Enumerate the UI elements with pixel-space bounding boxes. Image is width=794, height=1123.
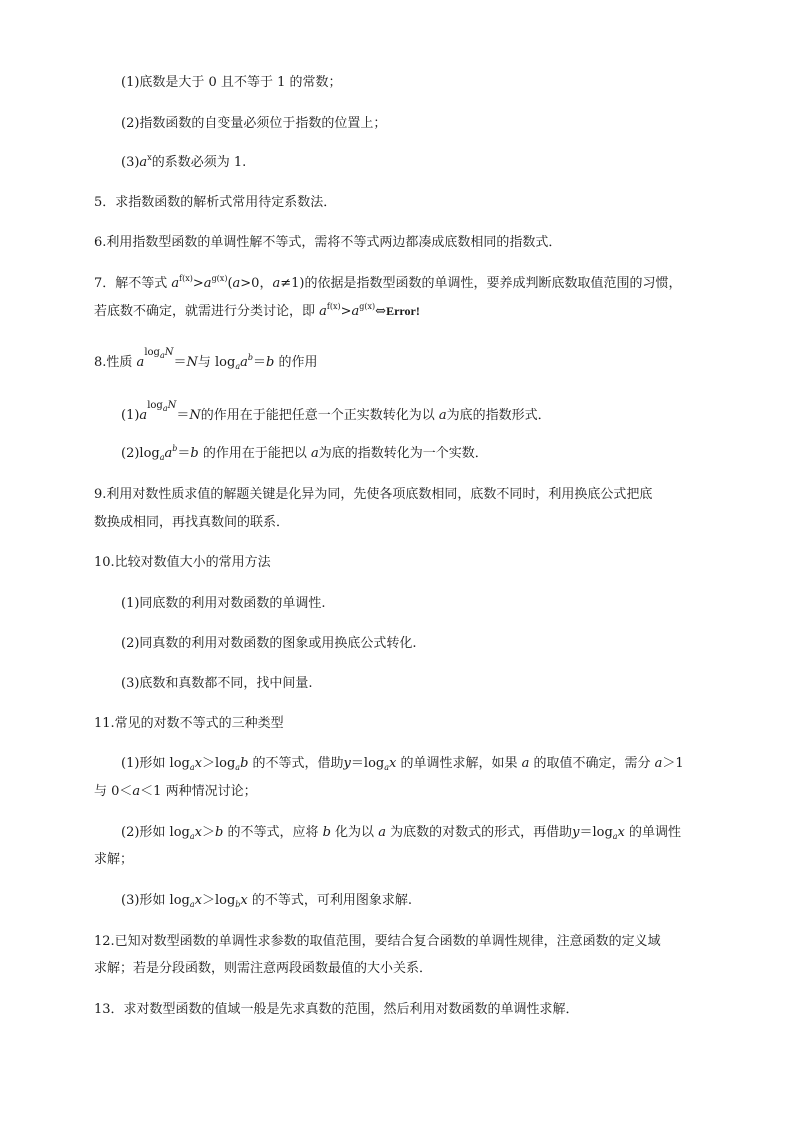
item-10-3: (3)底数和真数都不同，找中间量. [121,676,313,691]
item-7-line-1: 7．解不等式 $a^{f(x)}>a^{g(x)}(a>0$，a≠1)的依据是指数型函数的单调性，要养成判断底数取值范围的习惯， [94,274,682,291]
item-8-1: $(1)a^{log_aN}=N$的作用在于能把任意一个正实数转化为以 a为底的指数形式． [121,400,551,423]
item-12-line-2: 求解；若是分段函数，则需注意两段函数最值的大小关系． [94,961,433,976]
item-7-line-2: 若底数不确定，就需进行分类讨论，即 $a^{f(x)}>a^{g(x)}\Leftrightarrow Error$! [94,302,420,319]
item-1-2: (2)指数函数的自变量必须位于指数的位置上； [121,116,387,131]
item-10-2: (2)同真数的利用对数函数的图象或用换底公式转化. [121,636,417,651]
item-1-1: (1)底数是大于 0 且不等于 1 的常数； [121,75,342,90]
item-11-1-line-2: 与 0＜a＜1 两种情况讨论； [94,784,257,799]
item-10: 10.比较对数值大小的常用方法 [94,555,271,570]
item-8-2: $(2)\log_aa^b=b$ 的作用在于能把以 a为底的指数转化为一个实数． [121,444,488,462]
item-1-3: $(3)a^x$的系数必须为 1. [121,153,247,170]
item-11-2-line-2: 求解； [94,852,134,867]
item-10-1: (1)同底数的利用对数函数的单调性. [121,596,326,611]
item-9-line-1: 9.利用对数性质求值的解题关键是化异为同，先使各项底数相同，底数不同时，利用换底公式把底 [94,487,653,502]
item-9-line-2: 数换成相同，再找真数间的联系． [94,515,290,530]
item-11-1-line-1: (1)形如 $\log_ax>\log_ab$ 的不等式，借助$y=\log_ax$ 的单调性求解，如果 a 的取值不确定，需分 a＞1 [121,756,684,772]
item-5: 5．求指数函数的解析式常用待定系数法． [94,195,337,210]
item-11-3: (3)形如 $\log_ax>\log_bx$ 的不等式，可利用图象求解. [121,893,413,909]
item-12-line-1: 12.已知对数型函数的单调性求参数的取值范围，要结合复合函数的单调性规律，注意函数的定义域 [94,934,661,949]
item-6: 6.利用指数型函数的单调性解不等式，需将不等式两边都凑成底数相同的指数式． [94,235,562,250]
item-13: 13．求对数型函数的值域一般是先求真数的范围，然后利用对数函数的单调性求解． [94,1002,579,1017]
item-11: 11.常见的对数不等式的三种类型 [94,716,284,731]
error-marker: Error! [386,304,420,318]
item-11-2-line-1: (2)形如 $\log_ax>b$ 的不等式，应将 b 化为以 a 为底数的对数式的形式，再借助$y=\log_ax$ 的单调性 [121,825,682,841]
item-8: 8.性质 $a^{log_aN}=N$与 $\log_aa^b=b$ 的作用 [94,347,318,371]
